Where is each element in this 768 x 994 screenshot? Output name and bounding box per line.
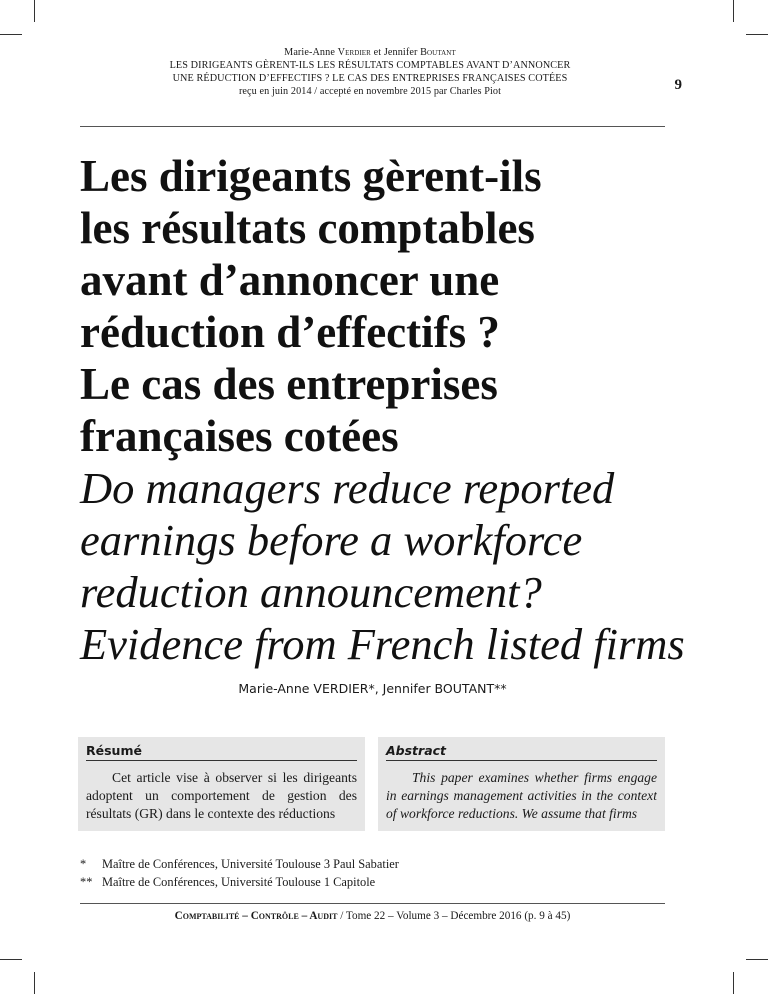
footnotes <box>80 855 665 891</box>
author-conjunction: et <box>373 47 382 58</box>
abstract-box <box>378 737 665 831</box>
title-fr-line: françaises cotées <box>80 411 399 461</box>
footnote <box>80 855 665 873</box>
title-en-line: reduction announcement? <box>80 567 542 617</box>
page-number: 9 <box>674 77 682 93</box>
footnote-mark: ** <box>80 875 93 889</box>
abstract-text: This paper examines whether firms engage in earnings management activities in the context of workforce reductions. We assume that firms <box>386 770 657 821</box>
header-authors <box>80 46 660 59</box>
byline: Marie-Anne VERDIER*, Jennifer BOUTANT** <box>238 681 507 696</box>
crop-mark <box>0 34 22 35</box>
journal-footer <box>80 910 665 922</box>
resume-heading: Résumé <box>86 743 357 761</box>
title-fr-line: Les dirigeants gèrent-ils <box>80 151 542 201</box>
author2-first: Jennifer <box>383 47 418 58</box>
crop-mark <box>733 972 734 994</box>
title-fr-line: Le cas des entreprises <box>80 359 498 409</box>
abstract-heading: Abstract <box>386 743 657 761</box>
title-en-line: Do managers reduce reported <box>80 463 615 513</box>
journal-details: / Tome 22 – Volume 3 – Décembre 2016 (p. 9 à 45) <box>340 910 571 922</box>
title-en-line: earnings before a workforce <box>80 515 583 565</box>
title-en-line: Evidence from French listed firms <box>80 619 685 669</box>
footnote-text: Maître de Conférences, Université Toulouse 1 Capitole <box>102 875 376 889</box>
journal-name: Comptabilité – Contrôle – Audit <box>174 910 338 922</box>
crop-mark <box>0 959 22 960</box>
title-fr-line: les résultats comptables <box>80 203 535 253</box>
footer-rule <box>80 903 665 904</box>
title-fr-line: réduction d’effectifs ? <box>80 307 500 357</box>
title-french <box>80 150 680 462</box>
resume-text: Cet article vise à observer si les dirigeants adoptent un comportement de gestion des résultats (GR) dans le contexte des réductions <box>86 770 357 821</box>
crop-mark <box>34 972 35 994</box>
title-english <box>80 462 690 670</box>
crop-mark <box>746 34 768 35</box>
author1-first: Marie-Anne <box>284 47 335 58</box>
crop-mark <box>733 0 734 22</box>
footnote <box>80 873 665 891</box>
running-header <box>80 46 660 98</box>
crop-mark <box>746 959 768 960</box>
crop-mark <box>34 0 35 22</box>
author2-surname: Boutant <box>420 47 456 58</box>
header-title-line-2: UNE RÉDUCTION D’EFFECTIFS ? LE CAS DES ENTREPRISES FRANÇAISES COTÉES <box>172 73 568 84</box>
footnote-text: Maître de Conférences, Université Toulouse 3 Paul Sabatier <box>102 857 399 871</box>
header-title-line-1: LES DIRIGEANTS GÈRENT-ILS LES RÉSULTATS COMPTABLES AVANT D’ANNONCER <box>169 60 571 71</box>
author1-surname: Verdier <box>337 47 371 58</box>
title-fr-line: avant d’annoncer une <box>80 255 500 305</box>
footnote-mark: * <box>80 857 87 871</box>
resume-box <box>78 737 365 831</box>
header-dates: reçu en juin 2014 / accepté en novembre 2015 par Charles Piot <box>238 86 502 97</box>
header-rule <box>80 126 665 127</box>
